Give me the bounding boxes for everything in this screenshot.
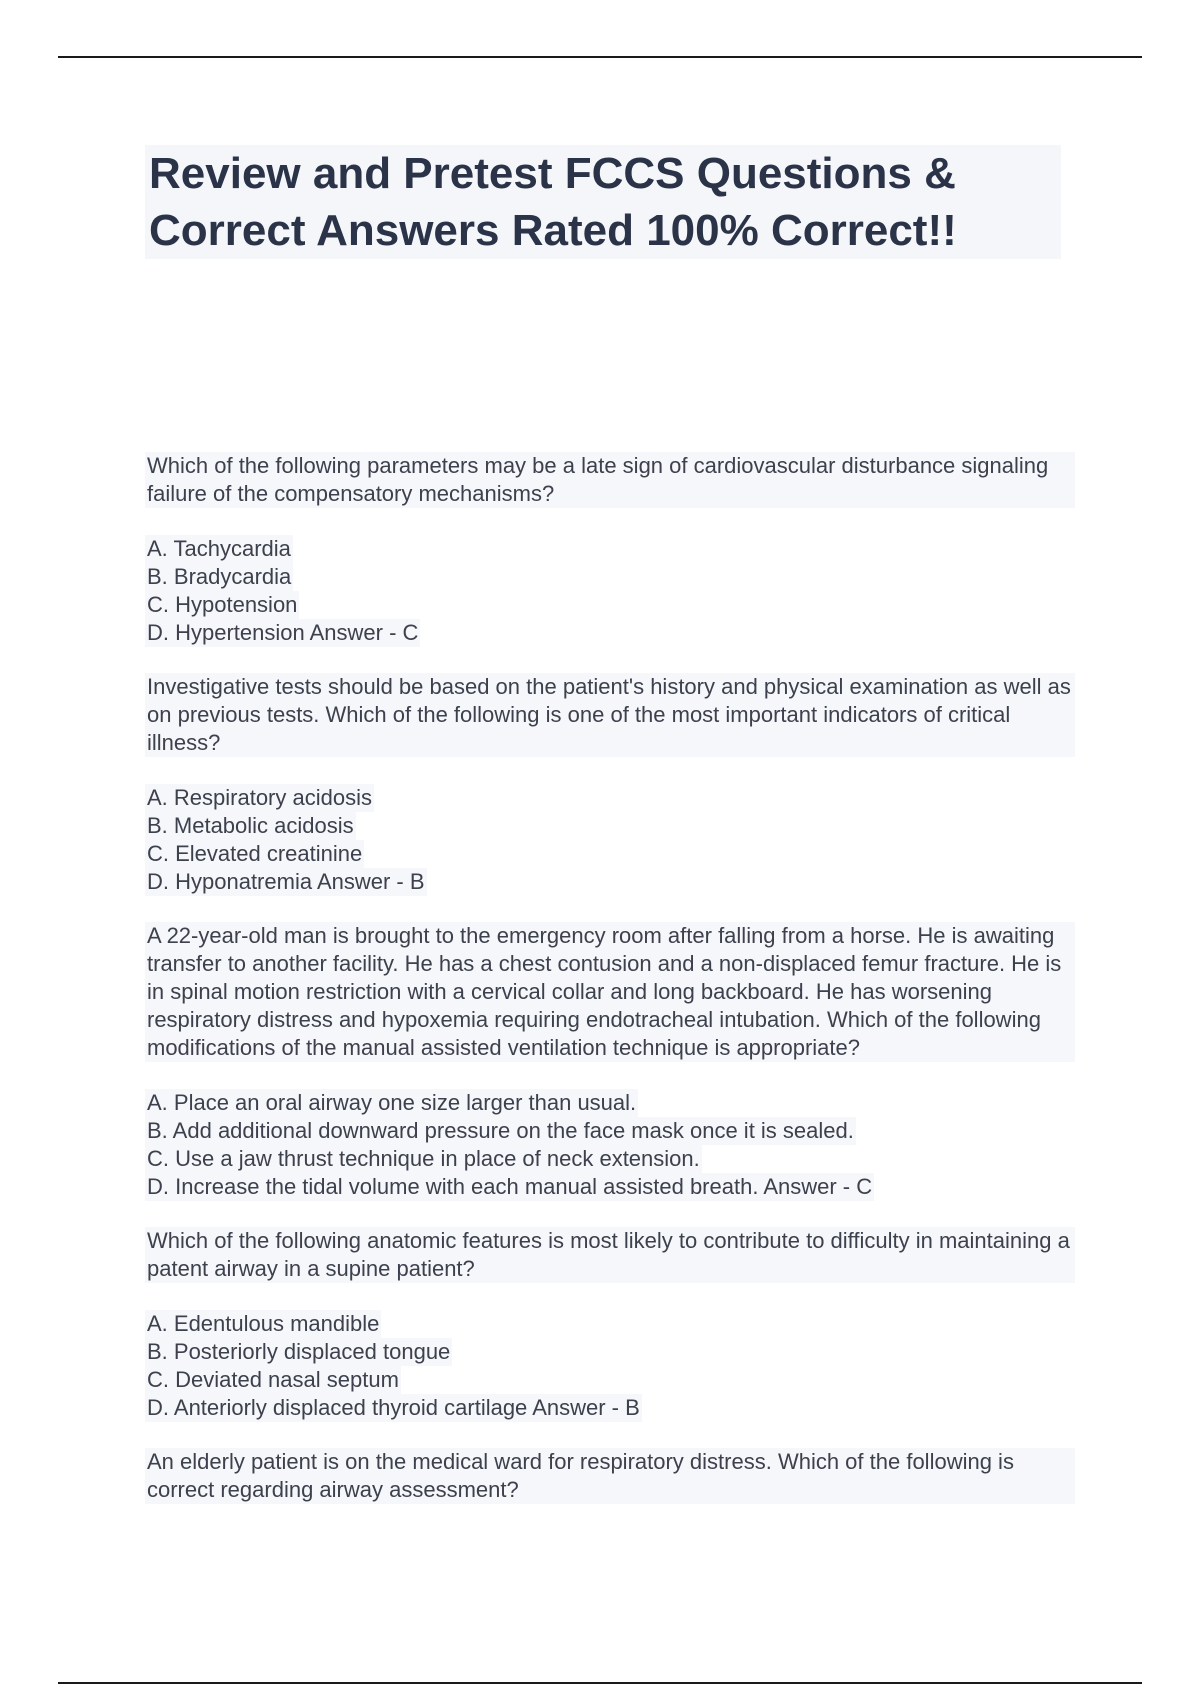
option-item-with-answer: D. Hyponatremia Answer - B	[147, 869, 425, 894]
question-block	[145, 673, 1075, 896]
question-text: Which of the following parameters may be a late sign of cardiovascular disturbance signaling failure of the compensatory mechanisms?	[145, 452, 1075, 508]
top-rule	[58, 56, 1142, 58]
option-item: B. Add additional downward pressure on the face mask once it is sealed.	[147, 1118, 854, 1143]
question-text: Which of the following anatomic features is most likely to contribute to difficulty in maintaining a patent airway in a supine patient?	[145, 1227, 1075, 1283]
question-text: An elderly patient is on the medical ward for respiratory distress. Which of the following is correct regarding airway assessment?	[145, 1448, 1075, 1504]
option-list	[145, 535, 1075, 647]
option-item: C. Deviated nasal septum	[147, 1367, 399, 1392]
option-item: B. Metabolic acidosis	[147, 813, 354, 838]
option-item: C. Elevated creatinine	[147, 841, 363, 866]
question-block	[145, 1448, 1075, 1504]
option-item: B. Bradycardia	[147, 564, 292, 589]
document-title: Review and Pretest FCCS Questions & Correct Answers Rated 100% Correct!!	[145, 145, 1061, 259]
option-item-with-answer: D. Increase the tidal volume with each manual assisted breath. Answer - C	[147, 1174, 873, 1199]
bottom-rule	[58, 1682, 1142, 1684]
option-item: C. Hypotension	[147, 592, 298, 617]
question-text: A 22-year-old man is brought to the emergency room after falling from a horse. He is awaiting transfer to another facility. He has a chest contusion and a non-displaced femur fracture. He is in spinal motion restriction with a cervical collar and long backboard. He has worsening respiratory distress and hypoxemia requiring endotracheal intubation. Which of the following modifications of the manual assisted ventilation technique is appropriate?	[145, 922, 1075, 1062]
option-item-with-answer: D. Hypertension Answer - C	[147, 620, 419, 645]
option-list	[145, 1089, 1075, 1201]
option-item-with-answer: D. Anteriorly displaced thyroid cartilage Answer - B	[147, 1395, 640, 1420]
question-block	[145, 452, 1075, 647]
option-list	[145, 784, 1075, 896]
question-list	[145, 452, 1075, 1530]
option-item: B. Posteriorly displaced tongue	[147, 1339, 451, 1364]
question-text: Investigative tests should be based on the patient's history and physical examination as well as on previous tests. Which of the following is one of the most important indicators of critical illness?	[145, 673, 1075, 757]
option-list	[145, 1310, 1075, 1422]
option-item: A. Respiratory acidosis	[147, 785, 372, 810]
option-item: A. Tachycardia	[147, 536, 291, 561]
question-block	[145, 922, 1075, 1201]
question-block	[145, 1227, 1075, 1422]
option-item: A. Edentulous mandible	[147, 1311, 380, 1336]
option-item: A. Place an oral airway one size larger than usual.	[147, 1090, 637, 1115]
option-item: C. Use a jaw thrust technique in place of neck extension.	[147, 1146, 700, 1171]
